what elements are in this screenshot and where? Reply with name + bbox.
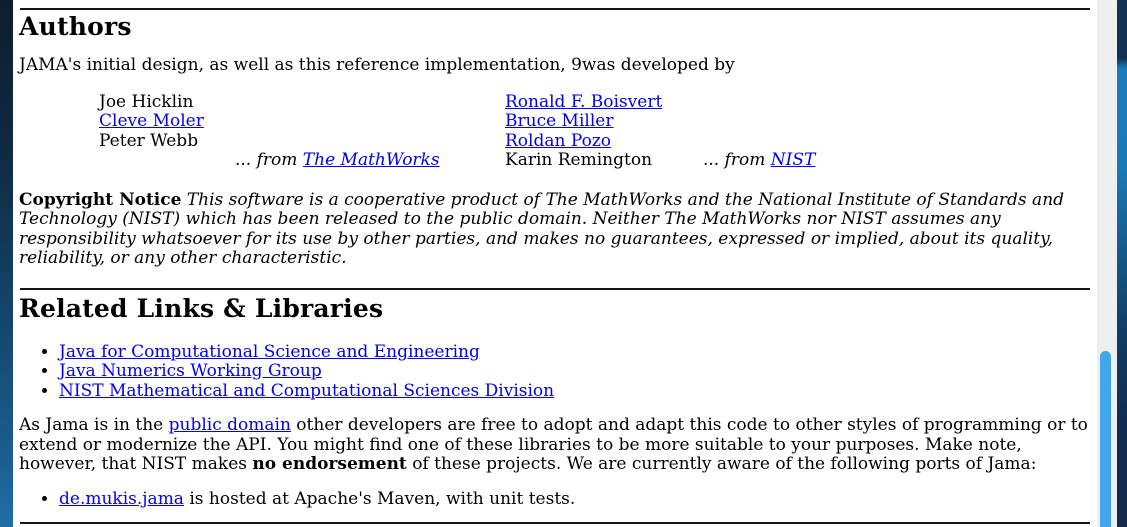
author-link-cell [505, 93, 703, 113]
author-link-cell [505, 132, 703, 152]
mathworks-link[interactable]: The MathWorks [302, 150, 440, 170]
scrollbar-thumb[interactable] [1100, 351, 1111, 527]
author-name: Peter Webb [99, 130, 199, 151]
window-edge-left [0, 0, 13, 527]
spacer-cell [703, 132, 1091, 152]
spacer-cell [235, 132, 505, 152]
related-links-heading: Related Links & Libraries [19, 293, 384, 323]
spacer-cell [99, 151, 235, 171]
copyright-text: This software is a cooperative product of The MathWorks and the National Institute of Standards and Technology (NIST) which has been released to the public domain. Neither The MathWorks nor NIST assumes any responsibility whatsoever for its use by other parties, and makes no guarantees, expressed or implied, about its quality, reliability, or any other characteristic. [19, 189, 1065, 268]
public-domain-link[interactable]: public domain [168, 415, 291, 435]
window-edge-right [1117, 0, 1127, 527]
copyright-label: Copyright Notice [19, 189, 182, 210]
related-link-nist-math-div[interactable]: NIST Mathematical and Computational Sciences Division [59, 380, 555, 401]
from-prefix: ... from [235, 150, 298, 170]
author-name: Karin Remington [505, 150, 653, 170]
divider-top [20, 8, 1090, 10]
ports-intro-text: of these projects. We are currently aware of the following ports of Jama: [406, 454, 1037, 474]
authors-intro-paragraph: JAMA's initial design, as well as this reference implementation, 9was developed by [19, 55, 735, 75]
from-nist-cell [703, 151, 1091, 171]
port-description: is hosted at Apache's Maven, with unit tests. [183, 488, 576, 509]
related-link-java-numerics[interactable]: Java Numerics Working Group [59, 361, 322, 381]
author-link-cell [505, 112, 703, 132]
spacer-cell [703, 93, 1091, 113]
authors-heading: Authors [19, 12, 132, 41]
nist-link[interactable]: NIST [770, 150, 816, 170]
author-link-miller[interactable]: Bruce Miller [505, 111, 614, 131]
author-link-pozo[interactable]: Roldan Pozo [505, 130, 612, 151]
ports-list [19, 490, 1091, 510]
scrollbar-track[interactable] [1097, 0, 1117, 527]
spacer-cell [235, 93, 505, 113]
ports-intro-text: other developers are free to adopt and adapt this code to other styles of programming or to extend or modernize the API. You might find one of these libraries to be more suitable to your purposes. Make note, however, that NIST makes [19, 415, 1088, 474]
list-item [59, 343, 1091, 363]
list-item [59, 362, 1091, 382]
author-link-moler[interactable]: Cleve Moler [99, 111, 204, 131]
divider-middle [20, 288, 1090, 290]
copyright-paragraph [19, 191, 1091, 269]
ports-intro-paragraph [19, 416, 1091, 475]
author-link-boisvert[interactable]: Ronald F. Boisvert [505, 91, 663, 112]
from-prefix: ... from [703, 150, 766, 170]
list-item [59, 490, 1091, 510]
port-link-de-mukis-jama[interactable]: de.mukis.jama [59, 488, 184, 509]
list-item [59, 382, 1091, 402]
page-content [13, 0, 1097, 527]
ports-intro-text: As Jama is in the [19, 415, 169, 435]
author-name: Joe Hicklin [99, 91, 194, 112]
authors-table [99, 93, 1091, 171]
divider-bottom [20, 522, 1090, 524]
from-mathworks-cell [235, 151, 505, 171]
author-link-cell [99, 112, 235, 132]
related-link-java-comp-sci[interactable]: Java for Computational Science and Engineering [59, 341, 480, 362]
spacer-cell [703, 112, 1091, 132]
spacer-cell [235, 112, 505, 132]
no-endorsement-bold: no endorsement [252, 454, 407, 474]
related-links-list [19, 343, 1091, 402]
